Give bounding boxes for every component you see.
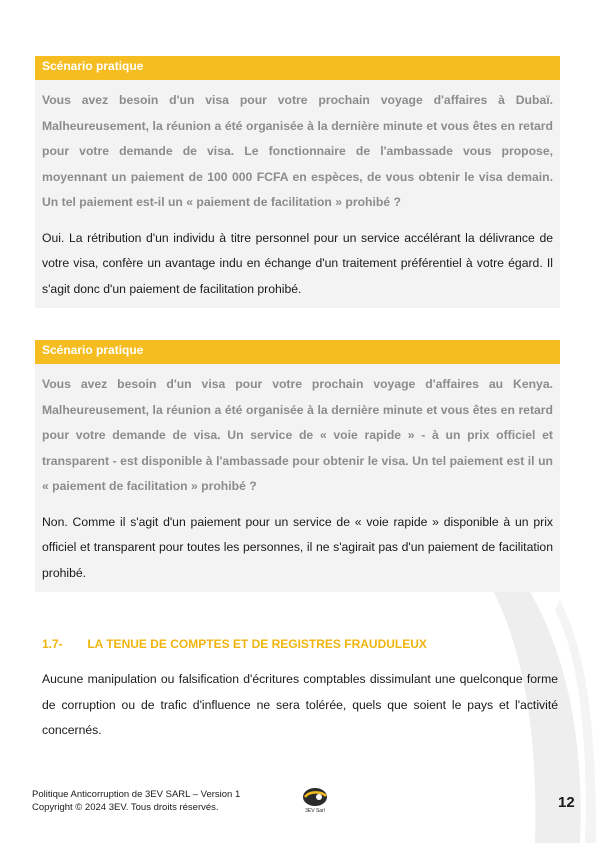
scenario-question: Vous avez besoin d'un visa pour votre prochain voyage d'affaires à Dubaï. Malheureusement, la réunion a été organisée à la dernière minute et vous êtes en retard pour votre demande de visa. Le fonctionnaire de l'ambassade vous propose, moyennant un paiement de 100 000 FCFA en espèces, de vous obtenir le visa demain. Un tel paiement est-il un « paiement de facilitation » prohibé ? [42, 93, 553, 209]
section-title: LA TENUE DE COMPTES ET DE REGISTRES FRAUDULEUX [87, 637, 427, 651]
scenario-question: Vous avez besoin d'un visa pour votre prochain voyage d'affaires au Kenya. Malheureusement, la réunion a été organisée à la dernière minute et vous êtes en retard pour votre demande de visa. Un service de « voie rapide » - à un prix officiel et transparent - est disponible à l'ambassade pour obtenir le visa. Un tel paiement est il un « paiement de facilitation » prohibé ? [42, 377, 553, 493]
scenario-body [35, 80, 560, 308]
footer-document-title: Politique Anticorruption de 3EV SARL – Version 1 [32, 789, 241, 800]
scenario-box-1 [35, 56, 560, 308]
page-number: 12 [558, 794, 575, 811]
section-paragraph: Aucune manipulation ou falsification d'écritures comptables dissimulant une quelconque forme de corruption ou de trafic d'influence ne sera tolérée, quels que soient le pays et l'activité concernés. [42, 672, 558, 737]
scenario-answer: Oui. La rétribution d'un individu à titre personnel pour un service accélérant la délivrance de votre visa, confère un avantage indu en échange d'un traitement préférentiel à votre égard. Il s'agit donc d'un paiement de facilitation prohibé. [42, 230, 553, 296]
section-heading [42, 637, 427, 651]
scenario-body [35, 364, 560, 592]
scenario-header: Scénario pratique [35, 340, 560, 364]
footer-copyright: Copyright © 2024 3EV. Tous droits réservés. [32, 802, 219, 813]
footer-info [32, 788, 240, 814]
scenario-box-2 [35, 340, 560, 592]
scenario-header: Scénario pratique [35, 56, 560, 80]
logo-text: 3EV Sarl [305, 808, 325, 814]
section-number: 1.7- [42, 637, 63, 651]
company-logo-icon [299, 785, 331, 819]
scenario-answer: Non. Comme il s'agit d'un paiement pour un service de « voie rapide » disponible à un prix officiel et transparent pour toutes les personnes, il ne s'agirait pas d'un paiement de facilitation prohibé. [42, 514, 553, 580]
